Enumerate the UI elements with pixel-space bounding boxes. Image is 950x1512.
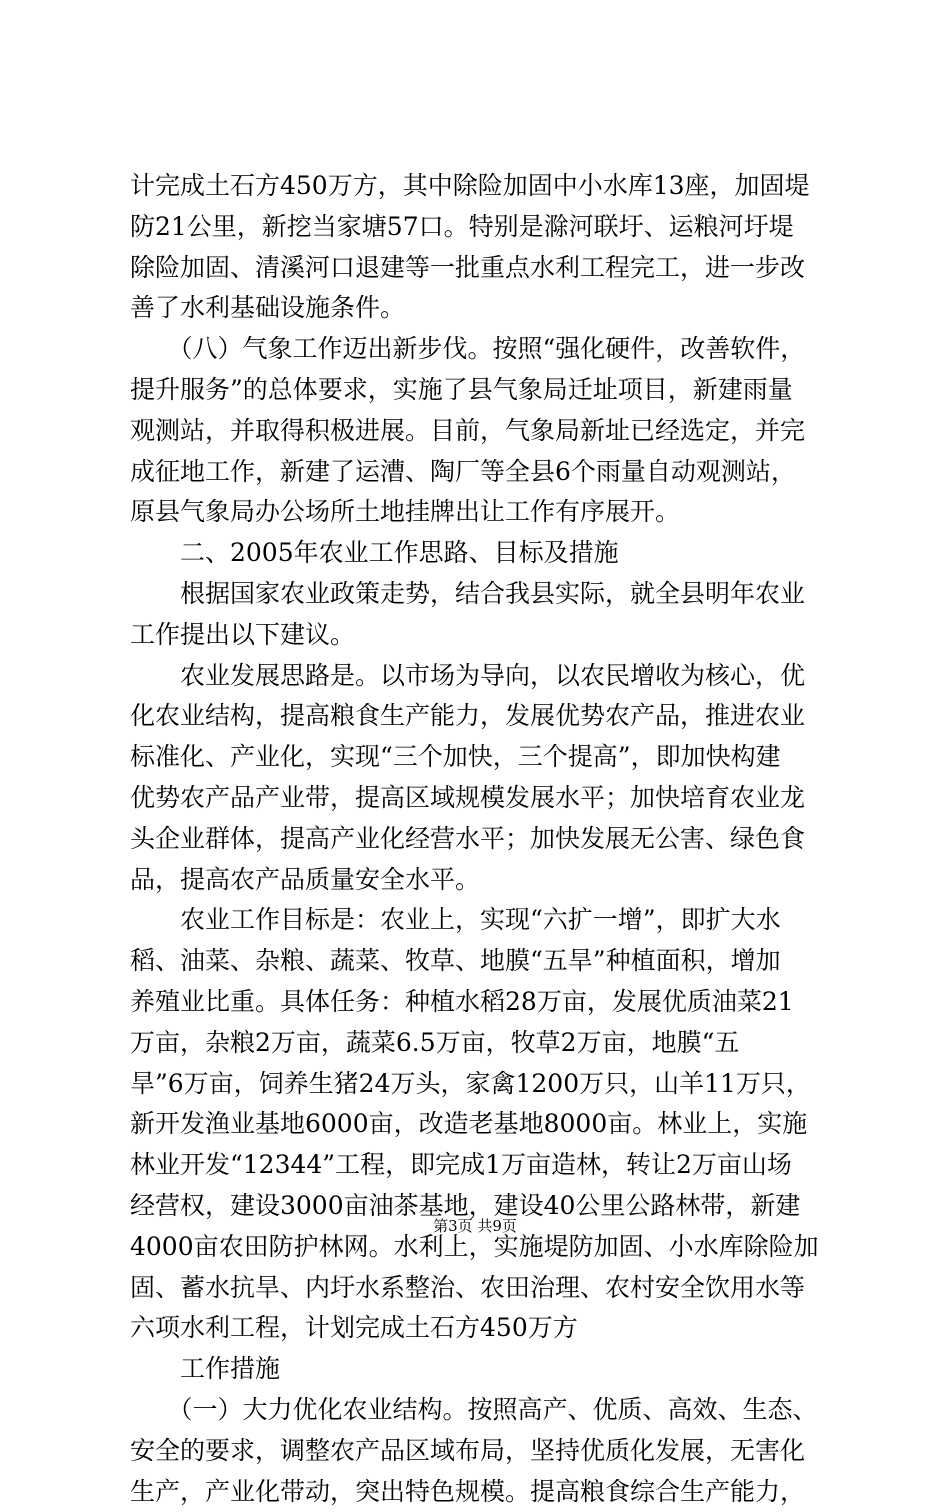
text-line: 经营权，建设3000亩油茶基地，建设40公里公路林带，新建 [130,1186,832,1227]
text-line: 林业开发“12344”工程，即完成1万亩造林，转让2万亩山场 [130,1145,832,1186]
text-line: 安全的要求，调整农产品区域布局，坚持优质化发展，无害化 [130,1431,832,1472]
text-line: 原县气象局办公场所土地挂牌出让工作有序展开。 [130,492,832,533]
text-line: 旱”6万亩，饲养生猪24万头，家禽1200万只，山羊11万只， [130,1064,832,1105]
text-line: 4000亩农田防护林网。水利上，实施堤防加固、小水库除险加 [130,1227,832,1268]
text-line: （八）气象工作迈出新步伐。按照“强化硬件，改善软件， [130,329,832,370]
text-line: 农业发展思路是。以市场为导向，以农民增收为核心，优 [130,656,832,697]
text-line: 六项水利工程，计划完成土石方450万方 [130,1308,832,1349]
text-line: 观测站，并取得积极进展。目前，气象局新址已经选定，并完 [130,411,832,452]
text-line: 农业工作目标是：农业上，实现“六扩一增”，即扩大水 [130,900,832,941]
text-line: 善了水利基础设施条件。 [130,288,832,329]
text-line: 计完成土石方450万方，其中除险加固中小水库13座，加固堤 [130,166,832,207]
text-line: 万亩，杂粮2万亩，蔬菜6.5万亩，牧草2万亩，地膜“五 [130,1023,832,1064]
text-line: 防21公里，新挖当家塘57口。特别是滁河联圩、运粮河圩堤 [130,207,832,248]
text-line: 品，提高农产品质量安全水平。 [130,860,832,901]
text-line: 头企业群体，提高产业化经营水平；加快发展无公害、绿色食 [130,819,832,860]
text-line: 稻、油菜、杂粮、蔬菜、牧草、地膜“五旱”种植面积，增加 [130,941,832,982]
text-line: 标准化、产业化，实现“三个加快，三个提高”，即加快构建 [130,737,832,778]
text-line: 成征地工作，新建了运漕、陶厂等全县6个雨量自动观测站， [130,452,832,493]
body-text [130,166,832,1512]
text-line: 固、蓄水抗旱、内圩水系整治、农田治理、农村安全饮用水等 [130,1268,832,1309]
text-line: 化农业结构，提高粮食生产能力，发展优势农产品，推进农业 [130,696,832,737]
text-line: 二、2005年农业工作思路、目标及措施 [130,533,832,574]
text-line: 新开发渔业基地6000亩，改造老基地8000亩。林业上，实施 [130,1104,832,1145]
text-line: （一）大力优化农业结构。按照高产、优质、高效、生态、 [130,1390,832,1431]
page-footer: 第3页 共9页 [0,1216,950,1236]
text-line: 除险加固、清溪河口退建等一批重点水利工程完工，进一步改 [130,248,832,289]
text-line: 优势农产品产业带，提高区域规模发展水平；加快培育农业龙 [130,778,832,819]
text-line: 工作措施 [130,1349,832,1390]
text-line: 生产，产业化带动，突出特色规模。提高粮食综合生产能力， [130,1472,832,1512]
text-line: 根据国家农业政策走势，结合我县实际，就全县明年农业 [130,574,832,615]
text-line: 提升服务”的总体要求，实施了县气象局迁址项目，新建雨量 [130,370,832,411]
text-line: 工作提出以下建议。 [130,615,832,656]
text-line: 养殖业比重。具体任务：种植水稻28万亩，发展优质油菜21 [130,982,832,1023]
